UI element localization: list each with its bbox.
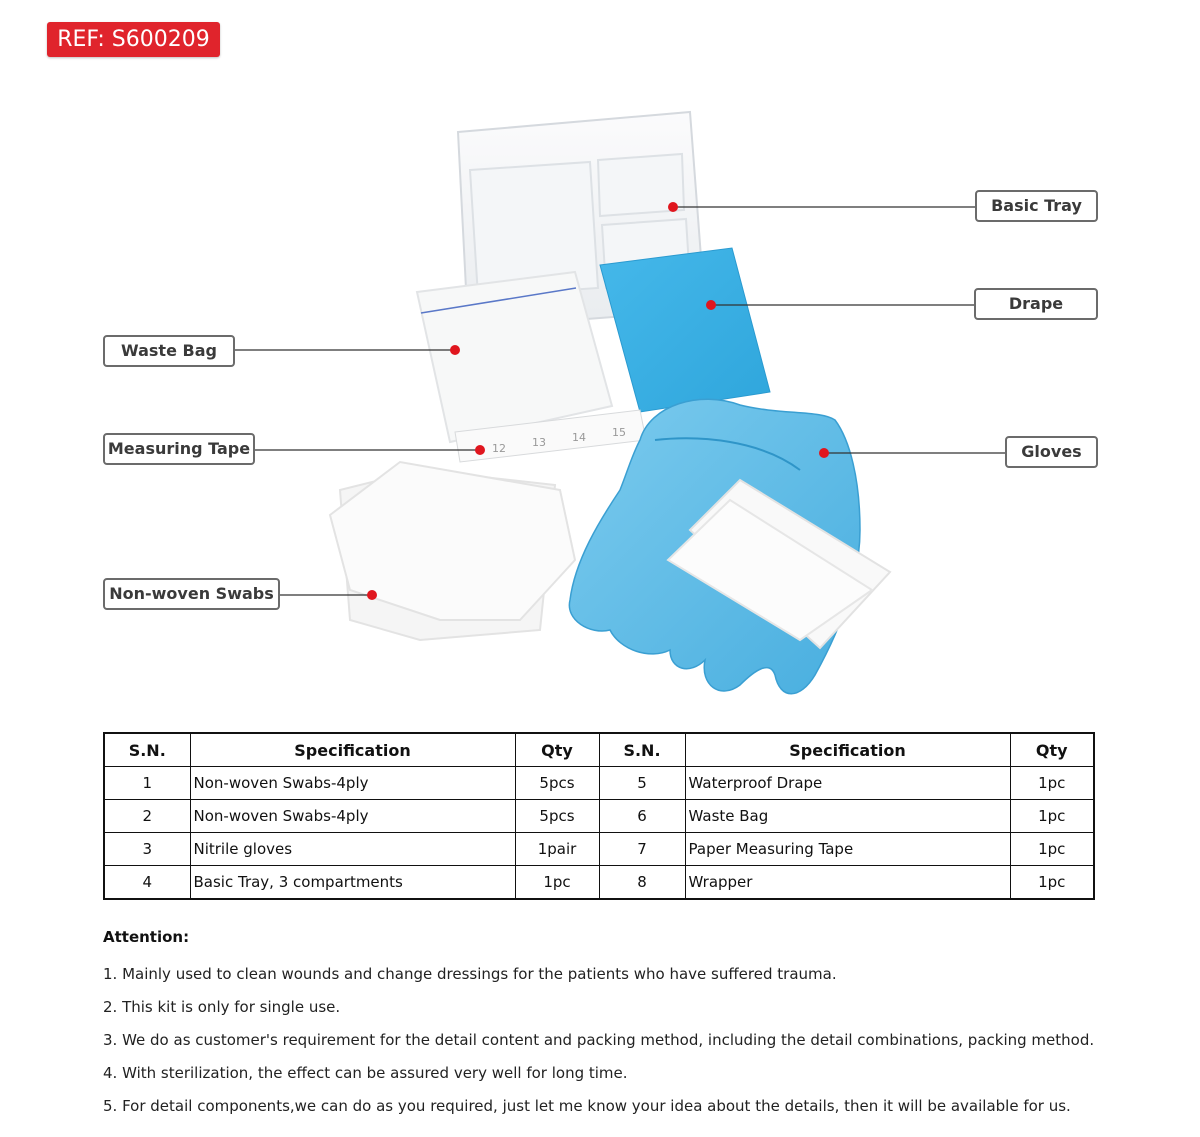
label-non-woven-swabs: Non-woven Swabs <box>103 578 280 610</box>
non-woven-swabs-image <box>330 462 575 640</box>
cell-qty: 5pcs <box>515 800 599 833</box>
header-qty: Qty <box>1010 733 1094 767</box>
label-waste-bag: Waste Bag <box>103 335 235 367</box>
attention-heading: Attention: <box>103 928 190 946</box>
cell-qty: 1pc <box>1010 767 1094 800</box>
header-sn: S.N. <box>104 733 190 767</box>
tape-mark: 14 <box>572 431 586 444</box>
cell-qty: 1pc <box>1010 833 1094 866</box>
tray-dot <box>668 202 678 212</box>
cell-sn: 1 <box>104 767 190 800</box>
tape-mark: 13 <box>532 436 546 449</box>
label-drape: Drape <box>974 288 1098 320</box>
cell-sn: 8 <box>599 866 685 900</box>
cell-spec: Nitrile gloves <box>190 833 515 866</box>
tape-mark: 15 <box>612 426 626 439</box>
label-measuring-tape: Measuring Tape <box>103 433 255 465</box>
tape-dot <box>475 445 485 455</box>
note-item: 3. We do as customer's requirement for the detail content and packing method, including the detail combinations, packing method. <box>103 1031 1095 1049</box>
gloves-dot <box>819 448 829 458</box>
spec-table <box>103 732 1095 900</box>
header-specification: Specification <box>685 733 1010 767</box>
cell-spec: Waste Bag <box>685 800 1010 833</box>
cell-spec: Waterproof Drape <box>685 767 1010 800</box>
kit-photo <box>0 60 1200 720</box>
table-header-row <box>104 733 1094 767</box>
note-item: 1. Mainly used to clean wounds and change dressings for the patients who have suffered trauma. <box>103 965 837 983</box>
ref-badge: REF: S600209 <box>47 22 220 57</box>
cell-spec: Wrapper <box>685 866 1010 900</box>
cell-spec: Non-woven Swabs-4ply <box>190 767 515 800</box>
cell-sn: 4 <box>104 866 190 900</box>
swabs-dot <box>367 590 377 600</box>
cell-spec: Paper Measuring Tape <box>685 833 1010 866</box>
cell-qty: 1pc <box>1010 866 1094 900</box>
cell-qty: 1pc <box>1010 800 1094 833</box>
cell-sn: 5 <box>599 767 685 800</box>
cell-spec: Basic Tray, 3 compartments <box>190 866 515 900</box>
cell-qty: 1pair <box>515 833 599 866</box>
cell-qty: 5pcs <box>515 767 599 800</box>
cell-sn: 7 <box>599 833 685 866</box>
kit-illustration <box>0 60 1200 720</box>
label-gloves: Gloves <box>1005 436 1098 468</box>
cell-sn: 2 <box>104 800 190 833</box>
cell-qty: 1pc <box>515 866 599 900</box>
note-item: 4. With sterilization, the effect can be assured very well for long time. <box>103 1064 628 1082</box>
label-basic-tray: Basic Tray <box>975 190 1098 222</box>
header-specification: Specification <box>190 733 515 767</box>
table-row <box>104 866 1094 900</box>
cell-sn: 3 <box>104 833 190 866</box>
cell-sn: 6 <box>599 800 685 833</box>
header-qty: Qty <box>515 733 599 767</box>
note-item: 2. This kit is only for single use. <box>103 998 341 1016</box>
note-item: 5. For detail components,we can do as you required, just let me know your idea about the details, then it will be available for us. <box>103 1097 1071 1115</box>
table-row <box>104 800 1094 833</box>
drape-image <box>600 248 770 412</box>
waste-bag-dot <box>450 345 460 355</box>
table-row <box>104 833 1094 866</box>
attention-notes <box>103 963 1094 1128</box>
header-sn: S.N. <box>599 733 685 767</box>
cell-spec: Non-woven Swabs-4ply <box>190 800 515 833</box>
tape-mark: 12 <box>492 442 506 455</box>
table-row <box>104 767 1094 800</box>
drape-dot <box>706 300 716 310</box>
